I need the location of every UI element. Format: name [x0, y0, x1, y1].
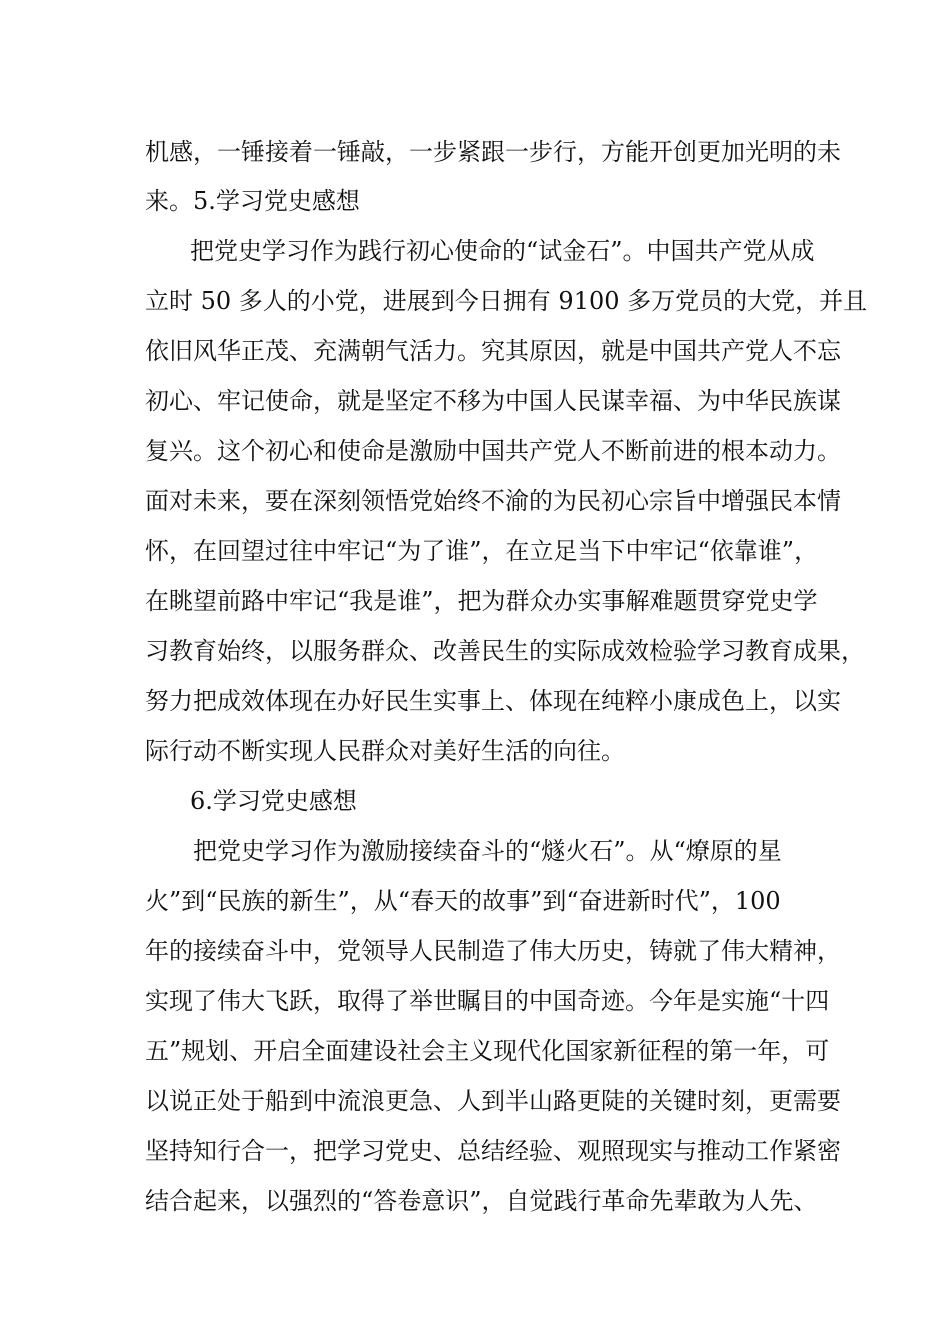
text-line: 实现了伟大飞跃，取得了举世瞩目的中国奇迹。今年是实施“十四 [145, 987, 830, 1015]
text-line: 初心、牢记使命，就是坚定不移为中国人民谋幸福、为中华民族谋 [145, 387, 841, 415]
text-line: 际行动不断实现人民群众对美好生活的向往。 [145, 737, 625, 765]
text-line: 依旧风华正茂、充满朝气活力。究其原因，就是中国共产党人不忘 [145, 337, 841, 365]
text-line: 年的接续奋斗中，党领导人民制造了伟大历史，铸就了伟大精神， [145, 937, 841, 965]
text-line: 复兴。这个初心和使命是激励中国共产党人不断前进的根本动力。 [145, 437, 841, 465]
text-line: 在眺望前路中牢记“我是谁”，把为群众办实事解难题贯穿党史学 [145, 587, 818, 615]
text-line: 来。5.学习党史感想 [145, 187, 360, 215]
text-line: 五”规划、开启全面建设社会主义现代化国家新征程的第一年，可 [145, 1037, 830, 1065]
paragraph-start: 把党史学习作为激励接续奋斗的“燧火石”。从“燎原的星 [193, 837, 782, 865]
text-line: 立时 50 多人的小党，进展到今日拥有 9100 多万党员的大党，并且 [145, 287, 868, 315]
text-line: 以说正处于船到中流浪更急、人到半山路更陡的关键时刻，更需要 [145, 1087, 841, 1115]
text-line: 结合起来，以强烈的“答卷意识”，自觉践行革命先辈敢为人先、 [145, 1187, 818, 1215]
text-line: 坚持知行合一，把学习党史、总结经验、观照现实与推动工作紧密 [145, 1137, 841, 1165]
text-line: 习教育始终，以服务群众、改善民生的实际成效检验学习教育成果， [145, 637, 865, 665]
text-line: 怀，在回望过往中牢记“为了谁”，在立足当下中牢记“依靠谁”， [145, 537, 819, 565]
text-line: 面对未来，要在深刻领悟党始终不渝的为民初心宗旨中增强民本情 [145, 487, 841, 515]
text-line: 火”到“民族的新生”，从“春天的故事”到“奋进新时代”，100 [145, 887, 781, 915]
section-heading: 6.学习党史感想 [190, 787, 357, 815]
paragraph-start: 把党史学习作为践行初心使命的“试金石”。中国共产党从成 [190, 237, 815, 265]
text-line: 努力把成效体现在办好民生实事上、体现在纯粹小康成色上，以实 [145, 687, 841, 715]
text-line: 机感，一锤接着一锤敲，一步紧跟一步行，方能开创更加光明的未 [145, 138, 841, 166]
